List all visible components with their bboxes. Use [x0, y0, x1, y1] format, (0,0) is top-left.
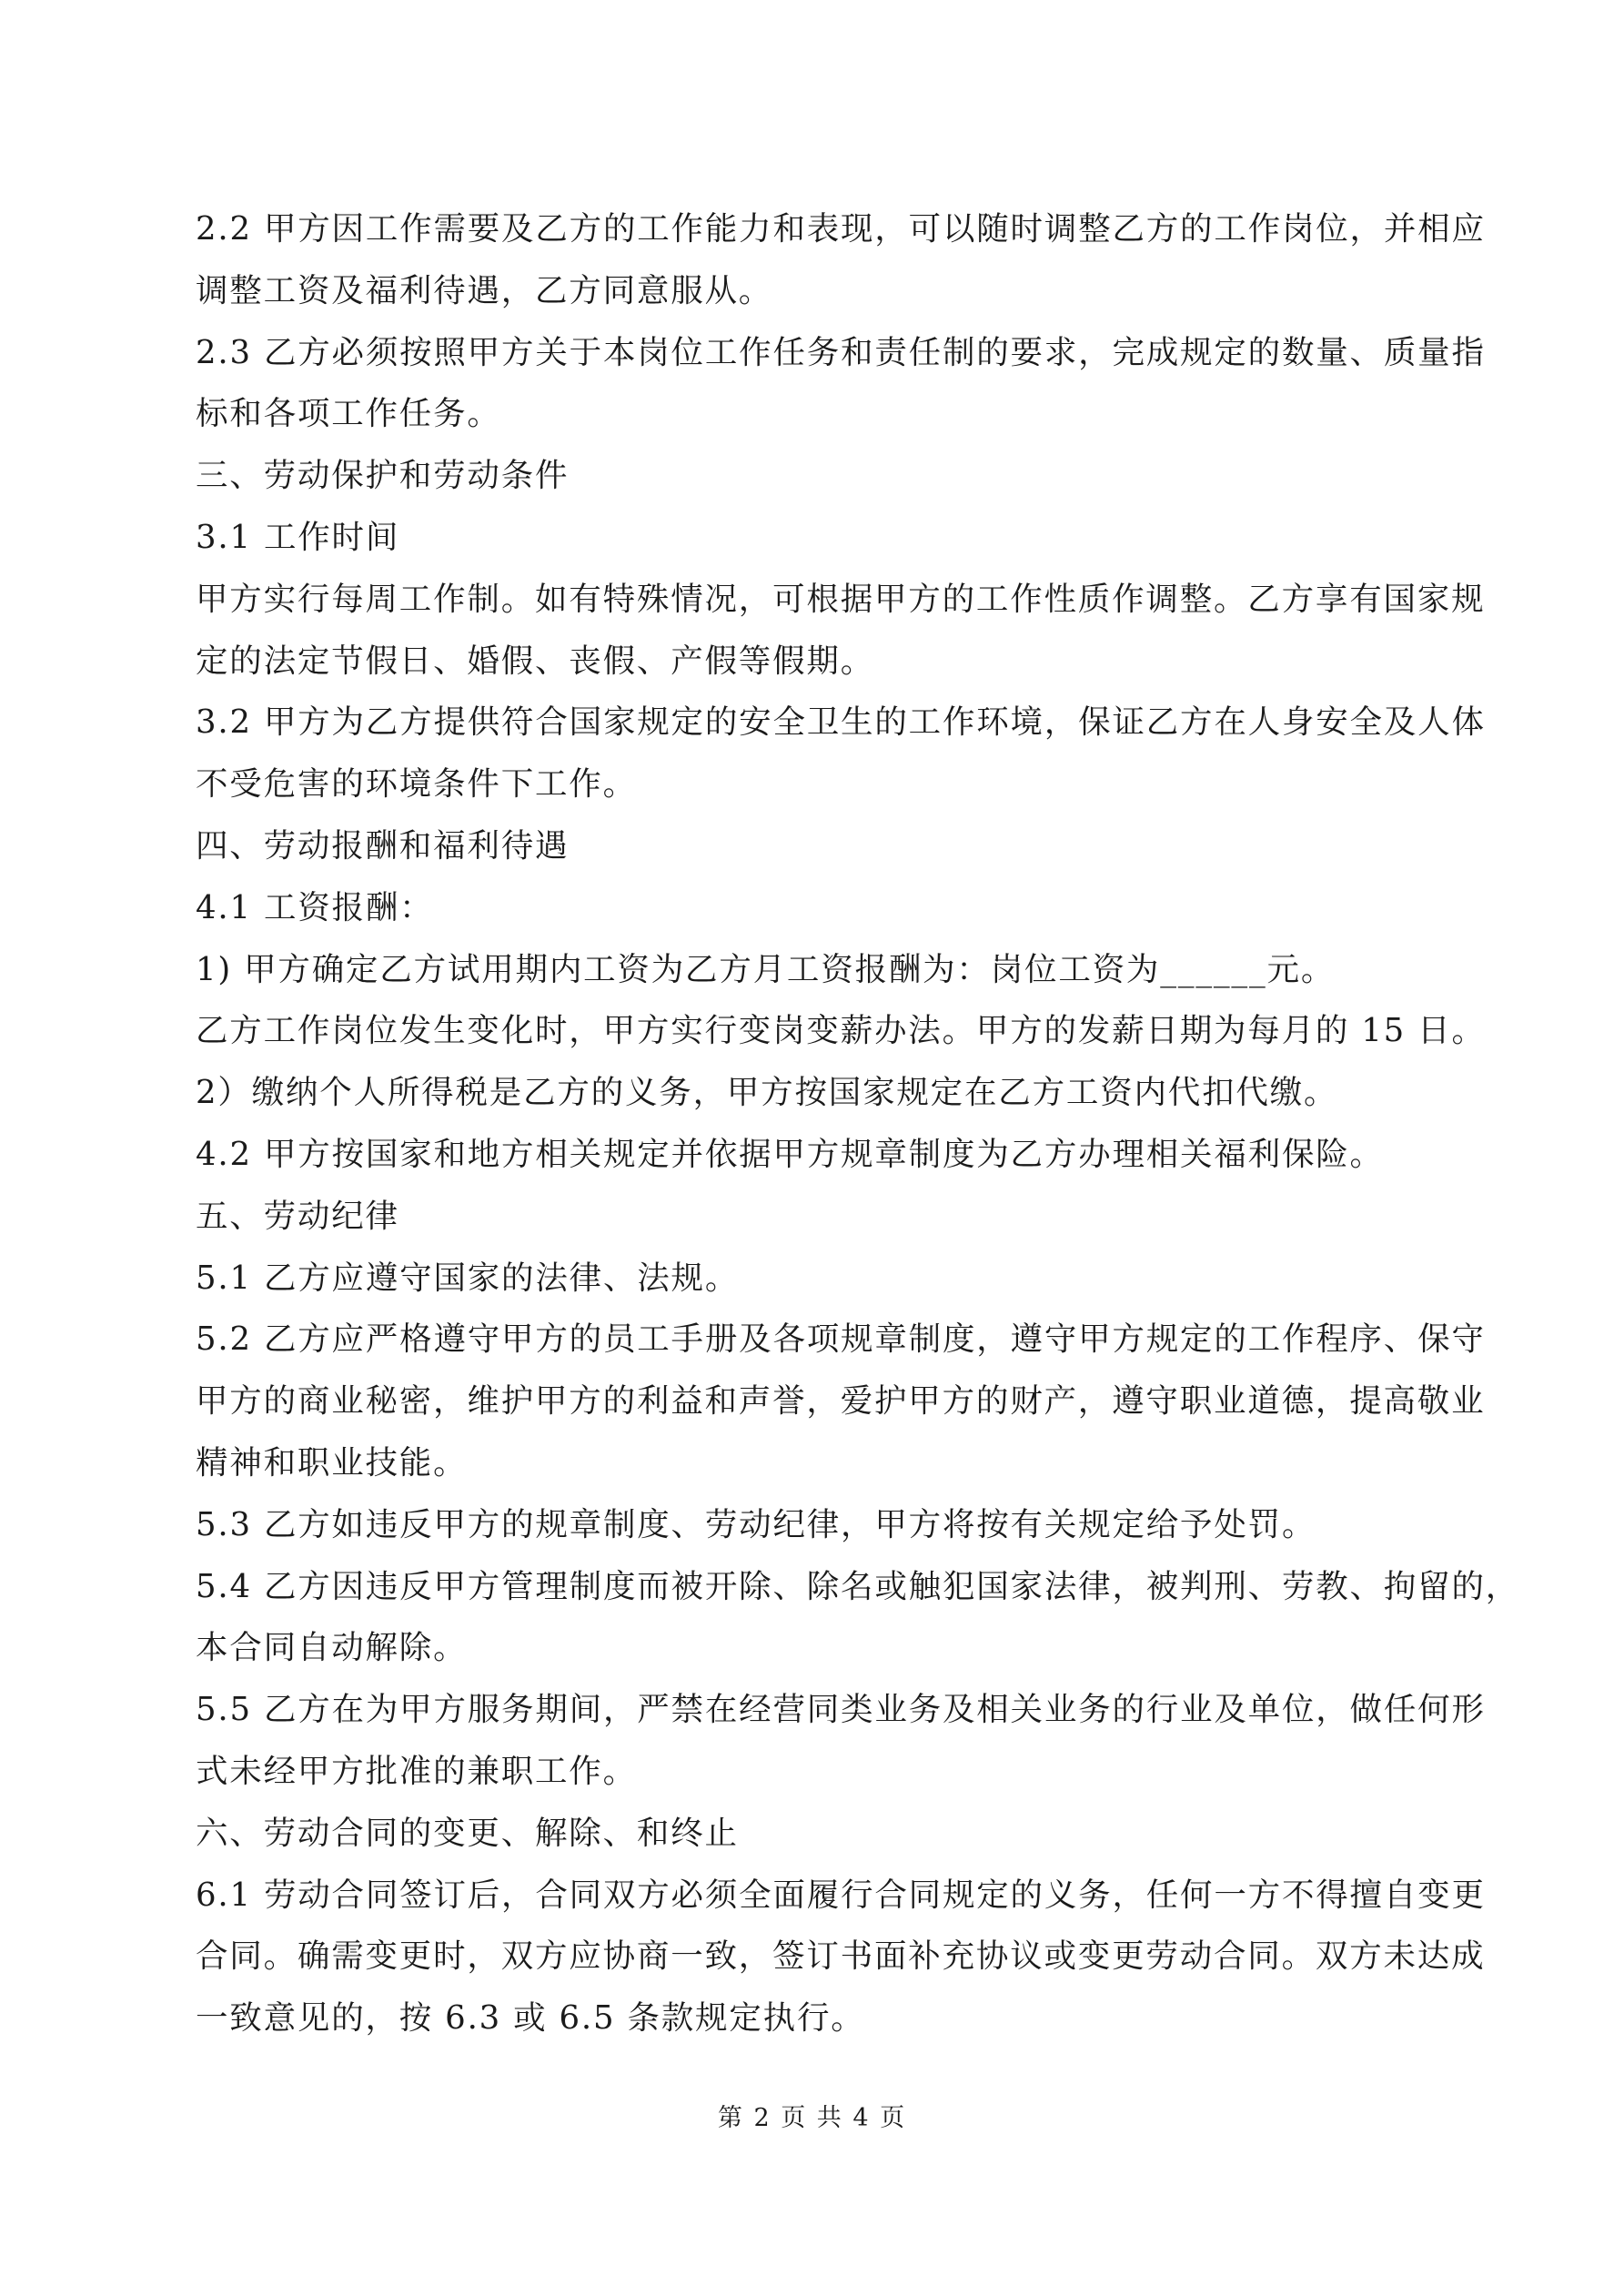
text-line: 3.1 工作时间: [196, 518, 400, 556]
paragraph: [196, 1494, 1428, 1556]
text-line: 3.2 甲方为乙方提供符合国家规定的安全卫生的工作环境，保证乙方在人身安全及人体: [196, 703, 1486, 742]
text-line: 5.4 乙方因违反甲方管理制度而被开除、除名或触犯国家法律，被判刑、劳教、拘留的，: [196, 1567, 1520, 1605]
text-line: 4.1 工资报酬：: [196, 888, 434, 926]
text-line: 6.1 劳动合同签订后，合同双方必须全面履行合同规定的义务，任何一方不得擅自变更: [196, 1876, 1486, 1914]
paragraph: [196, 1062, 1428, 1124]
text-line: 五、劳动纪律: [196, 1197, 399, 1235]
text-line: 1) 甲方确定乙方试用期内工资为乙方月工资报酬为：岗位工资为______元。: [196, 950, 1336, 988]
text-line: 甲方实行每周工作制。如有特殊情况，可根据甲方的工作性质作调整。乙方享有国家规: [196, 580, 1486, 618]
text-line: 六、劳动合同的变更、解除、和终止: [196, 1814, 739, 1852]
text-line: 三、劳动保护和劳动条件: [196, 457, 570, 495]
paragraph: [196, 1865, 1486, 2049]
text-line: 5.1 乙方应遵守国家的法律、法规。: [196, 1259, 740, 1297]
text-line: 2.2 甲方因工作需要及乙方的工作能力和表现，可以随时调整乙方的工作岗位，并相应: [196, 210, 1486, 248]
paragraph: [196, 1309, 1486, 1493]
paragraph: [196, 569, 1486, 693]
paragraph: [196, 1186, 1428, 1248]
paragraph: [196, 322, 1486, 446]
text-line: 5.2 乙方应严格遵守甲方的员工手册及各项规章制度，遵守甲方规定的工作程序、保守: [196, 1320, 1486, 1359]
text-line: 一致意见的，按 6.3 或 6.5 条款规定执行。: [196, 1999, 865, 2038]
text-line: 精神和职业技能。: [196, 1443, 468, 1482]
paragraph: [196, 1248, 1428, 1310]
paragraph: [196, 1679, 1486, 1803]
text-line: 式未经甲方批准的兼职工作。: [196, 1752, 637, 1790]
text-line: 定的法定节假日、婚假、丧假、产假等假期。: [196, 642, 875, 680]
document-body: [196, 198, 1520, 2049]
paragraph: [196, 198, 1486, 322]
text-line: 不受危害的环境条件下工作。: [196, 765, 637, 804]
text-line: 2）缴纳个人所得税是乙方的义务，甲方按国家规定在乙方工资内代扣代缴。: [196, 1074, 1338, 1112]
text-line: 2.3 乙方必须按照甲方关于本岗位工作任务和责任制的要求，完成规定的数量、质量指: [196, 333, 1486, 371]
text-line: 甲方的商业秘密，维护甲方的利益和声誉，爱护甲方的财产，遵守职业道德，提高敬业: [196, 1382, 1486, 1421]
text-line: 5.3 乙方如违反甲方的规章制度、劳动纪律，甲方将按有关规定给予处罚。: [196, 1505, 1316, 1543]
paragraph: [196, 877, 1428, 939]
text-line: 本合同自动解除。: [196, 1629, 468, 1667]
paragraph: [196, 445, 1428, 507]
text-line: 四、劳动报酬和福利待遇: [196, 826, 570, 865]
text-line: 调整工资及福利待遇，乙方同意服从。: [196, 271, 773, 309]
page-footer: 第 2 页 共 4 页: [717, 2104, 907, 2132]
paragraph: [196, 1803, 1428, 1865]
paragraph: [196, 1556, 1520, 1680]
paragraph: [196, 1000, 1486, 1062]
paragraph: [196, 1124, 1428, 1186]
paragraph: [196, 692, 1486, 815]
text-line: 合同。确需变更时，双方应协商一致，签订书面补充协议或变更劳动合同。双方未达成: [196, 1937, 1486, 1976]
text-line: 4.2 甲方按国家和地方相关规定并依据甲方规章制度为乙方办理相关福利保险。: [196, 1135, 1384, 1173]
paragraph: [196, 939, 1428, 1001]
text-line: 标和各项工作任务。: [196, 395, 501, 433]
text-line: 5.5 乙方在为甲方服务期间，严禁在经营同类业务及相关业务的行业及单位，做任何形: [196, 1691, 1486, 1729]
paragraph: [196, 507, 1428, 569]
paragraph: [196, 815, 1428, 877]
text-line: 乙方工作岗位发生变化时，甲方实行变岗变薪办法。甲方的发薪日期为每月的 15 日。: [196, 1012, 1486, 1050]
